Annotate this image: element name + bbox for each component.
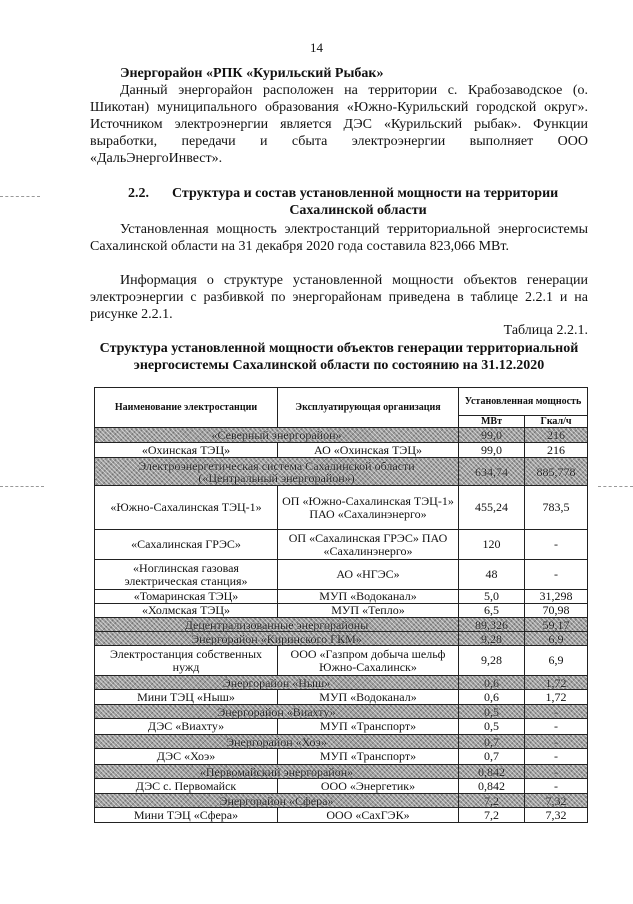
station-row	[95, 690, 588, 705]
group-row	[95, 676, 588, 690]
section-title-line2: Сахалинской области	[289, 203, 427, 218]
station-operator: ООО «СахГЭК»	[278, 808, 459, 823]
header-gcal: Гкал/ч	[525, 416, 588, 428]
table-label: Таблица 2.2.1.	[503, 323, 588, 338]
group-gcal: 1,72	[525, 676, 588, 690]
group-mw: 89,326	[459, 618, 525, 632]
station-row	[95, 486, 588, 530]
group-gcal: 7,32	[525, 794, 588, 808]
station-mw: 120	[459, 530, 525, 560]
group-mw: 7,2	[459, 794, 525, 808]
group-mw: 634,74	[459, 458, 525, 486]
station-operator: ООО «Энергетик»	[278, 779, 459, 794]
group-mw: 99,0	[459, 428, 525, 443]
page-number: 14	[310, 40, 323, 55]
group-name: Электроэнергетическая система Сахалинской области («Центральный энергорайон»)	[95, 458, 459, 486]
station-row	[95, 443, 588, 458]
station-name: «Холмская ТЭЦ»	[95, 604, 278, 618]
station-name: Мини ТЭЦ «Ныш»	[95, 690, 278, 705]
station-row	[95, 604, 588, 618]
station-operator: МУП «Водоканал»	[278, 690, 459, 705]
station-row	[95, 530, 588, 560]
station-name: «Южно-Сахалинская ТЭЦ-1»	[95, 486, 278, 530]
station-operator: ОП «Сахалинская ГРЭС» ПАО «Сахалинэнерго»	[278, 530, 459, 560]
station-gcal: 7,32	[525, 808, 588, 823]
station-name: ДЭС «Хоэ»	[95, 749, 278, 765]
station-gcal: -	[525, 719, 588, 735]
group-row	[95, 765, 588, 779]
header-station: Наименование электростанции	[95, 388, 278, 428]
header-mw: МВт	[459, 416, 525, 428]
group-row	[95, 794, 588, 808]
station-gcal: 783,5	[525, 486, 588, 530]
group-gcal: 216	[525, 428, 588, 443]
header-capacity: Установленная мощность	[459, 388, 588, 416]
station-gcal: 6,9	[525, 646, 588, 676]
group-name: Энергорайон «Ныш»	[95, 676, 459, 690]
station-row	[95, 646, 588, 676]
station-mw: 0,5	[459, 719, 525, 735]
group-row	[95, 618, 588, 632]
group-gcal: -	[525, 705, 588, 719]
section-number: 2.2.	[128, 186, 149, 201]
station-operator: МУП «Водоканал»	[278, 590, 459, 604]
station-name: Электростанция собственных нужд	[95, 646, 278, 676]
station-name: «Томаринская ТЭЦ»	[95, 590, 278, 604]
station-mw: 455,24	[459, 486, 525, 530]
station-name: ДЭС с. Первомайск	[95, 779, 278, 794]
station-gcal: -	[525, 779, 588, 794]
station-operator: АО «Охинская ТЭЦ»	[278, 443, 459, 458]
station-gcal: 1,72	[525, 690, 588, 705]
station-operator: МУП «Транспорт»	[278, 719, 459, 735]
group-gcal: -	[525, 765, 588, 779]
group-gcal: -	[525, 735, 588, 749]
capacity-table	[94, 387, 588, 823]
station-name: Мини ТЭЦ «Сфера»	[95, 808, 278, 823]
group-name: Энергорайон «Киринского ГКМ»	[95, 632, 459, 646]
group-mw: 0,842	[459, 765, 525, 779]
group-name: Децентрализованные энергорайоны	[95, 618, 459, 632]
group-row	[95, 735, 588, 749]
station-gcal: 70,98	[525, 604, 588, 618]
station-gcal: -	[525, 560, 588, 590]
station-row	[95, 560, 588, 590]
station-mw: 6,5	[459, 604, 525, 618]
group-gcal: 885,778	[525, 458, 588, 486]
station-operator: МУП «Транспорт»	[278, 749, 459, 765]
group-mw: 0,6	[459, 676, 525, 690]
group-name: «Первомайский энергорайон»	[95, 765, 459, 779]
station-name: «Охинская ТЭЦ»	[95, 443, 278, 458]
station-operator: АО «НГЭС»	[278, 560, 459, 590]
station-name: «Сахалинская ГРЭС»	[95, 530, 278, 560]
capacity-paragraph: Установленная мощность электростанций территориальной энергосистемы Сахалинской области на 31 декабря 2020 года составила 823,066 МВт.	[90, 222, 588, 254]
station-mw: 5,0	[459, 590, 525, 604]
section-title-line1: Структура и состав установленной мощности на территории	[172, 186, 559, 201]
station-mw: 9,28	[459, 646, 525, 676]
station-mw: 0,7	[459, 749, 525, 765]
group-row	[95, 705, 588, 719]
group-gcal: 6,9	[525, 632, 588, 646]
station-mw: 48	[459, 560, 525, 590]
station-row	[95, 719, 588, 735]
group-row	[95, 632, 588, 646]
group-mw: 9,28	[459, 632, 525, 646]
scan-artifact-line	[0, 196, 40, 197]
station-row	[95, 590, 588, 604]
station-gcal: 216	[525, 443, 588, 458]
station-gcal: -	[525, 749, 588, 765]
station-name: «Ноглинская газовая электрическая станция»	[95, 560, 278, 590]
station-name: ДЭС «Виахту»	[95, 719, 278, 735]
station-row	[95, 749, 588, 765]
group-name: Энергорайон «Сфера»	[95, 794, 459, 808]
station-gcal: 31,298	[525, 590, 588, 604]
station-mw: 7,2	[459, 808, 525, 823]
station-row	[95, 779, 588, 794]
info-paragraph: Информация о структуре установленной мощности объектов генерации электроэнергии с разбивкой по энергорайонам приведена в таблице 2.2.1 и на рисунке 2.2.1.	[90, 273, 588, 322]
group-mw: 0,5	[459, 705, 525, 719]
scan-artifact-line	[0, 486, 44, 487]
region-paragraph: Данный энергорайон расположен на территории с. Крабозаводское (о. Шикотан) муниципального образования «Южно-Курильский городской округ». Источником электроэнергии является ДЭС «Курильский рыбак». Функции выработки, передачи и сбыта электроэнергии выполняет ООО «ДальЭнергоИнвест».	[90, 83, 588, 166]
station-mw: 99,0	[459, 443, 525, 458]
station-operator: ОП «Южно-Сахалинская ТЭЦ-1» ПАО «Сахалинэнерго»	[278, 486, 459, 530]
group-name: Энергорайон «Виахту»	[95, 705, 459, 719]
station-mw: 0,842	[459, 779, 525, 794]
station-mw: 0,6	[459, 690, 525, 705]
region-title: Энергорайон «РПК «Курильский Рыбак»	[120, 66, 384, 81]
group-row	[95, 458, 588, 486]
group-name: «Северный энергорайон»	[95, 428, 459, 443]
group-name: Энергорайон «Хоэ»	[95, 735, 459, 749]
section-heading	[128, 185, 588, 219]
scan-artifact-line	[598, 486, 633, 487]
group-gcal: 59,17	[525, 618, 588, 632]
table-title: Структура установленной мощности объектов генерации территориальной энергосистемы Сахалинской области по состоянию на 31.12.2020	[99, 341, 579, 373]
group-row	[95, 428, 588, 443]
station-row	[95, 808, 588, 823]
station-operator: ООО «Газпром добыча шельф Южно-Сахалинск»	[278, 646, 459, 676]
header-operator: Эксплуатирующая организация	[278, 388, 459, 428]
station-gcal: -	[525, 530, 588, 560]
station-operator: МУП «Тепло»	[278, 604, 459, 618]
group-mw: 0,7	[459, 735, 525, 749]
